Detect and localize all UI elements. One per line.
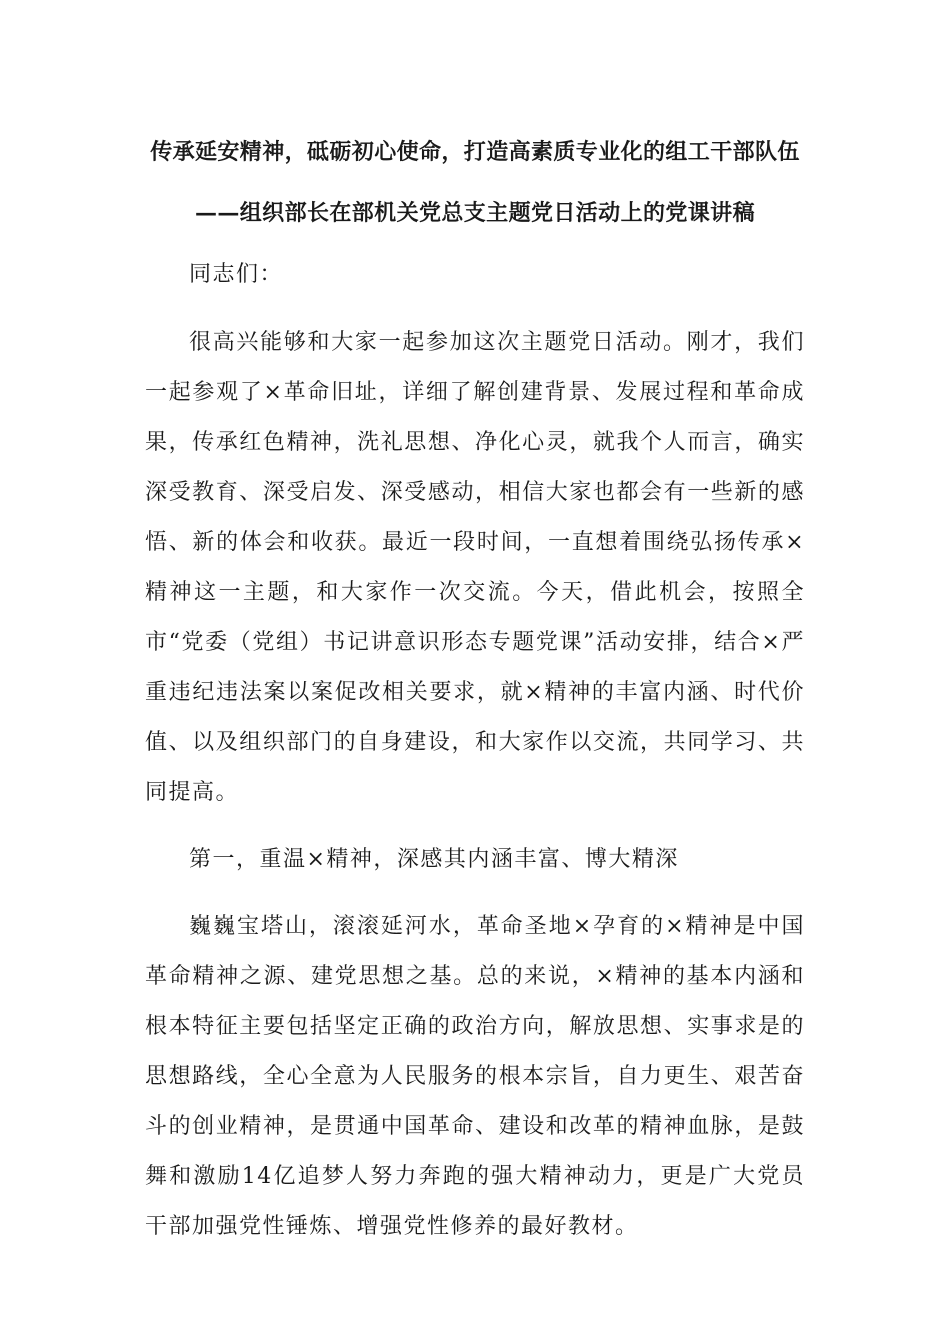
section-heading-first: 第一，重温×精神，深感其内涵丰富、博大精深	[189, 847, 679, 872]
document-subtitle: ——组织部长在部机关党总支主题党日活动上的党课讲稿	[194, 200, 755, 226]
document-title: 传承延安精神，砥砺初心使命，打造高素质专业化的组工干部队伍	[150, 139, 800, 165]
document-body	[145, 250, 805, 1269]
paragraph-yanan-spirit: 巍巍宝塔山，滚滚延河水，革命圣地×孕育的×精神是中国革命精神之源、建党思想之基。总的来说，×精神的基本内涵和根本特征主要包括坚定正确的政治方向，解放思想、实事求是的思想路线，全心全意为人民服务的根本宗旨，自力更生、艰苦奋斗的创业精神，是贯通中国革命、建设和改革的精神血脉，是鼓舞和激励14亿追梦人努力奔跑的强大精神动力，更是广大党员干部加强党性锤炼、增强党性修养的最好教材。	[145, 914, 805, 1239]
salutation: 同志们：	[189, 262, 284, 287]
paragraph-opening: 很高兴能够和大家一起参加这次主题党日活动。刚才，我们一起参观了×革命旧址，详细了解创建背景、发展过程和革命成果，传承红色精神，洗礼思想、净化心灵，就我个人而言，确实深受教育、深受启发、深受感动，相信大家也都会有一些新的感悟、新的体会和收获。最近一段时间，一直想着围绕弘扬传承×精神这一主题，和大家作一次交流。今天，借此机会，按照全市“党委（党组）书记讲意识形态专题党课”活动安排，结合×严重违纪违法案以案促改相关要求，就×精神的丰富内涵、时代价值、以及组织部门的自身建设，和大家作以交流，共同学习、共同提高。	[145, 330, 805, 805]
